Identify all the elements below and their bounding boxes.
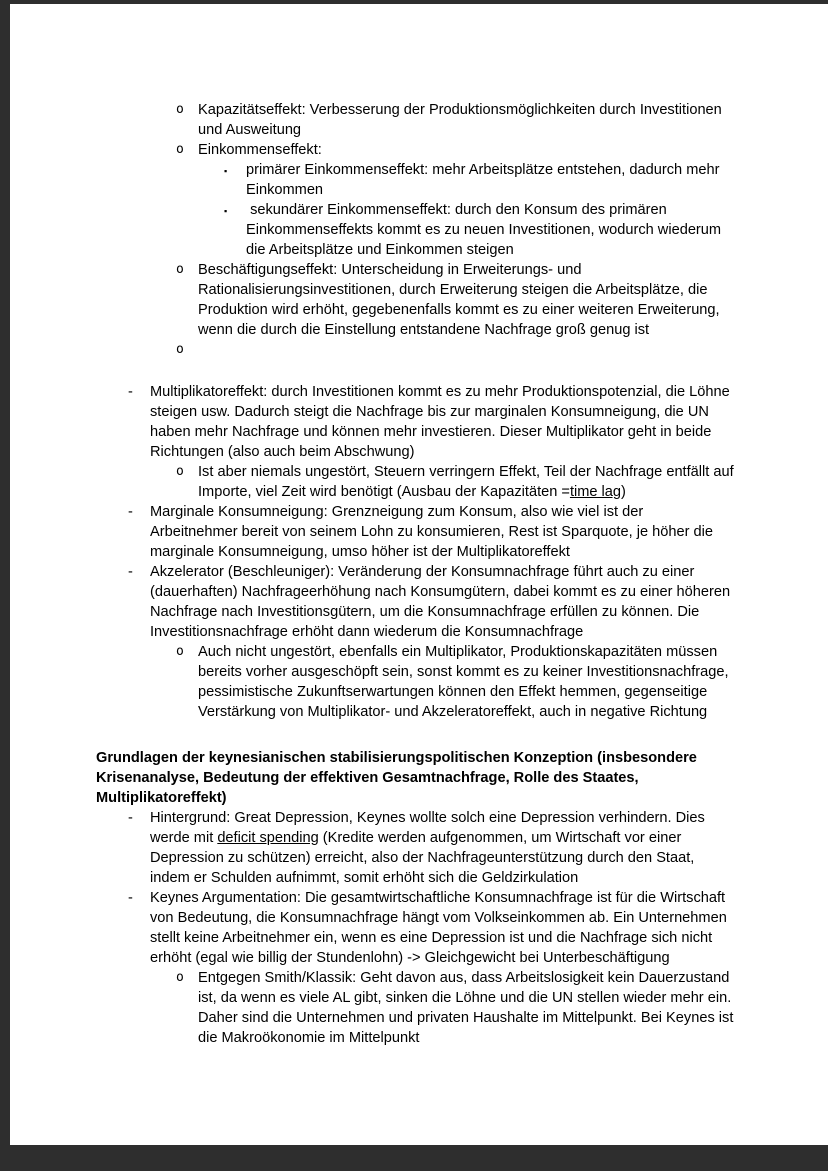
- list-item-text: Entgegen Smith/Klassik: Geht davon aus, dass Arbeitslosigkeit kein Dauerzustand ist, da wenn es viele AL gibt, sinken die Löhne und die UN stellen wieder mehr ein. Daher sind die Unternehmen und privaten Haushalte im Mittelpunkt. Bei Keynes ist die Makroökonomie im Mittelpunkt: [198, 970, 738, 1046]
- circle-bullet: o: [176, 970, 184, 985]
- circle-bullet: o: [176, 142, 184, 157]
- list-item-empty: [96, 340, 734, 360]
- list-item: [96, 462, 738, 502]
- text-segment: Ist aber niemals ungestört, Steuern verringern Effekt, Teil der Nachfrage entfällt auf Importe, viel Zeit wird benötigt (Ausbau der Kapazitäten =: [198, 464, 738, 500]
- dash-bullet: -: [128, 384, 133, 400]
- underlined-text: deficit spending: [217, 830, 319, 846]
- list-item-text: Multiplikatoreffekt: durch Investitionen kommt es zu mehr Produktionspotenzial, die Löhne steigen usw. Dadurch steigt die Nachfrage bis zur marginalen Konsumneigung, die UN haben mehr Nachfrage und können mehr investieren. Dieser Multiplikator geht in beide Richtungen (also auch beim Abschwung): [150, 384, 734, 460]
- viewer-frame-bottom: [0, 1145, 828, 1171]
- list-item-text: sekundärer Einkommenseffekt: durch den Konsum des primären Einkommenseffekts kommt es zu neuen Investitionen, wodurch wiederum die Arbeitsplätze und Einkommen steigen: [246, 202, 726, 258]
- section-heading: Grundlagen der keynesianischen stabilisierungspolitischen Konzeption (insbesondere Krisenanalyse, Bedeutung der effektiven Gesamtnachfrage, Rolle des Staates, Multiplikatoreffekt): [96, 750, 697, 806]
- list-item-text: Akzelerator (Beschleuniger): Veränderung der Konsumnachfrage führt auch zu einer (dauerhaften) Nachfrageerhöhung nach Konsumgütern, dabei kommt es zu einer höheren Nachfrage nach Investitionsgütern, um die Konsumnachfrage erfüllen zu können. Die Investitionsnachfrage erhöht dann wiederum die Konsumnachfrage: [150, 564, 735, 640]
- list-item-text: primärer Einkommenseffekt: mehr Arbeitsplätze entstehen, dadurch mehr Einkommen: [246, 162, 724, 198]
- text-segment: ): [621, 484, 626, 500]
- dash-bullet: -: [128, 890, 133, 906]
- dash-bullet: -: [128, 810, 133, 826]
- list-item-text: Marginale Konsumneigung: Grenzneigung zum Konsum, also wie viel ist der Arbeitnehmer bereit von seinem Lohn zu konsumieren, Rest ist Sparquote, je höher die marginale Konsumneigung, umso höher ist der Multiplikatoreffekt: [150, 504, 718, 560]
- list-item: [96, 160, 734, 200]
- list-item-text: Beschäftigungseffekt: Unterscheidung in Erweiterungs- und Rationalisierungsinvestitionen, durch Erweiterung steigen die Arbeitsplätze, die Produktion wird erhöht, gegebenenfalls kommt es zu einer weiteren Erweiterung, wenn die durch die Einstellung entstandene Nachfrage groß genug ist: [198, 262, 724, 338]
- underlined-text: time lag: [569, 484, 622, 500]
- list-item: [96, 200, 734, 260]
- list-item-text: [150, 810, 709, 886]
- dash-bullet: -: [128, 564, 133, 580]
- list-item: [96, 562, 734, 642]
- text-segment: (Kredite werden aufgenommen, um Wirtschaft vor einer Depression zu schützen) erreicht, also der Nachfrageunterstützung durch den Staat, indem er Schulden aufnimmt, somit erhöht sich die Geldzirkulation: [150, 830, 699, 886]
- document-page: [10, 4, 828, 1145]
- square-bullet: ▪: [224, 166, 228, 176]
- list-item-text: [198, 464, 738, 500]
- square-bullet: ▪: [224, 206, 228, 216]
- circle-bullet: o: [176, 464, 184, 479]
- circle-bullet: o: [176, 262, 184, 277]
- list-item: [96, 260, 734, 340]
- list-item: [96, 888, 734, 968]
- list-item: [96, 968, 738, 1048]
- text-segment: Hintergrund: Great Depression, Keynes wollte solch eine Depression verhindern. Dies werde mit: [150, 810, 709, 846]
- circle-bullet: o: [176, 102, 184, 117]
- circle-bullet: o: [176, 644, 184, 659]
- list-item: [96, 140, 734, 160]
- list-item: [96, 382, 734, 462]
- list-item: [96, 100, 734, 140]
- list-item: [96, 502, 734, 562]
- list-item-text: Auch nicht ungestört, ebenfalls ein Multiplikator, Produktionskapazitäten müssen bereits vorher ausgeschöpft sein, sonst kommt es zu keiner Investitionsnachfrage, pessimistische Zukunftserwartungen können den Effekt hemmen, gegenseitige Verstärkung von Multiplikator- und Akzeleratoreffekt, auch in negative Richtung: [198, 644, 733, 720]
- list-item: [96, 808, 734, 888]
- list-item: [96, 642, 734, 722]
- dash-bullet: -: [128, 504, 133, 520]
- viewer-frame-left: [0, 0, 10, 1171]
- list-item-text: Einkommenseffekt:: [198, 142, 322, 158]
- list-item-text: Keynes Argumentation: Die gesamtwirtschaftliche Konsumnachfrage ist für die Wirtschaft von Bedeutung, die Konsumnachfrage hängt vom Volkseinkommen ab. Ein Unternehmen stellt keine Arbeitnehmer ein, wenn es eine Depression ist und die Nachfrage sich nicht erhöht (egal wie billig der Stundenlohn) -> Gleichgewicht bei Unterbeschäftigung: [150, 890, 731, 966]
- viewer-frame-top: [0, 0, 828, 4]
- circle-bullet: o: [176, 342, 184, 357]
- list-item-text: Kapazitätseffekt: Verbesserung der Produktionsmöglichkeiten durch Investitionen und Ausweitung: [198, 102, 726, 138]
